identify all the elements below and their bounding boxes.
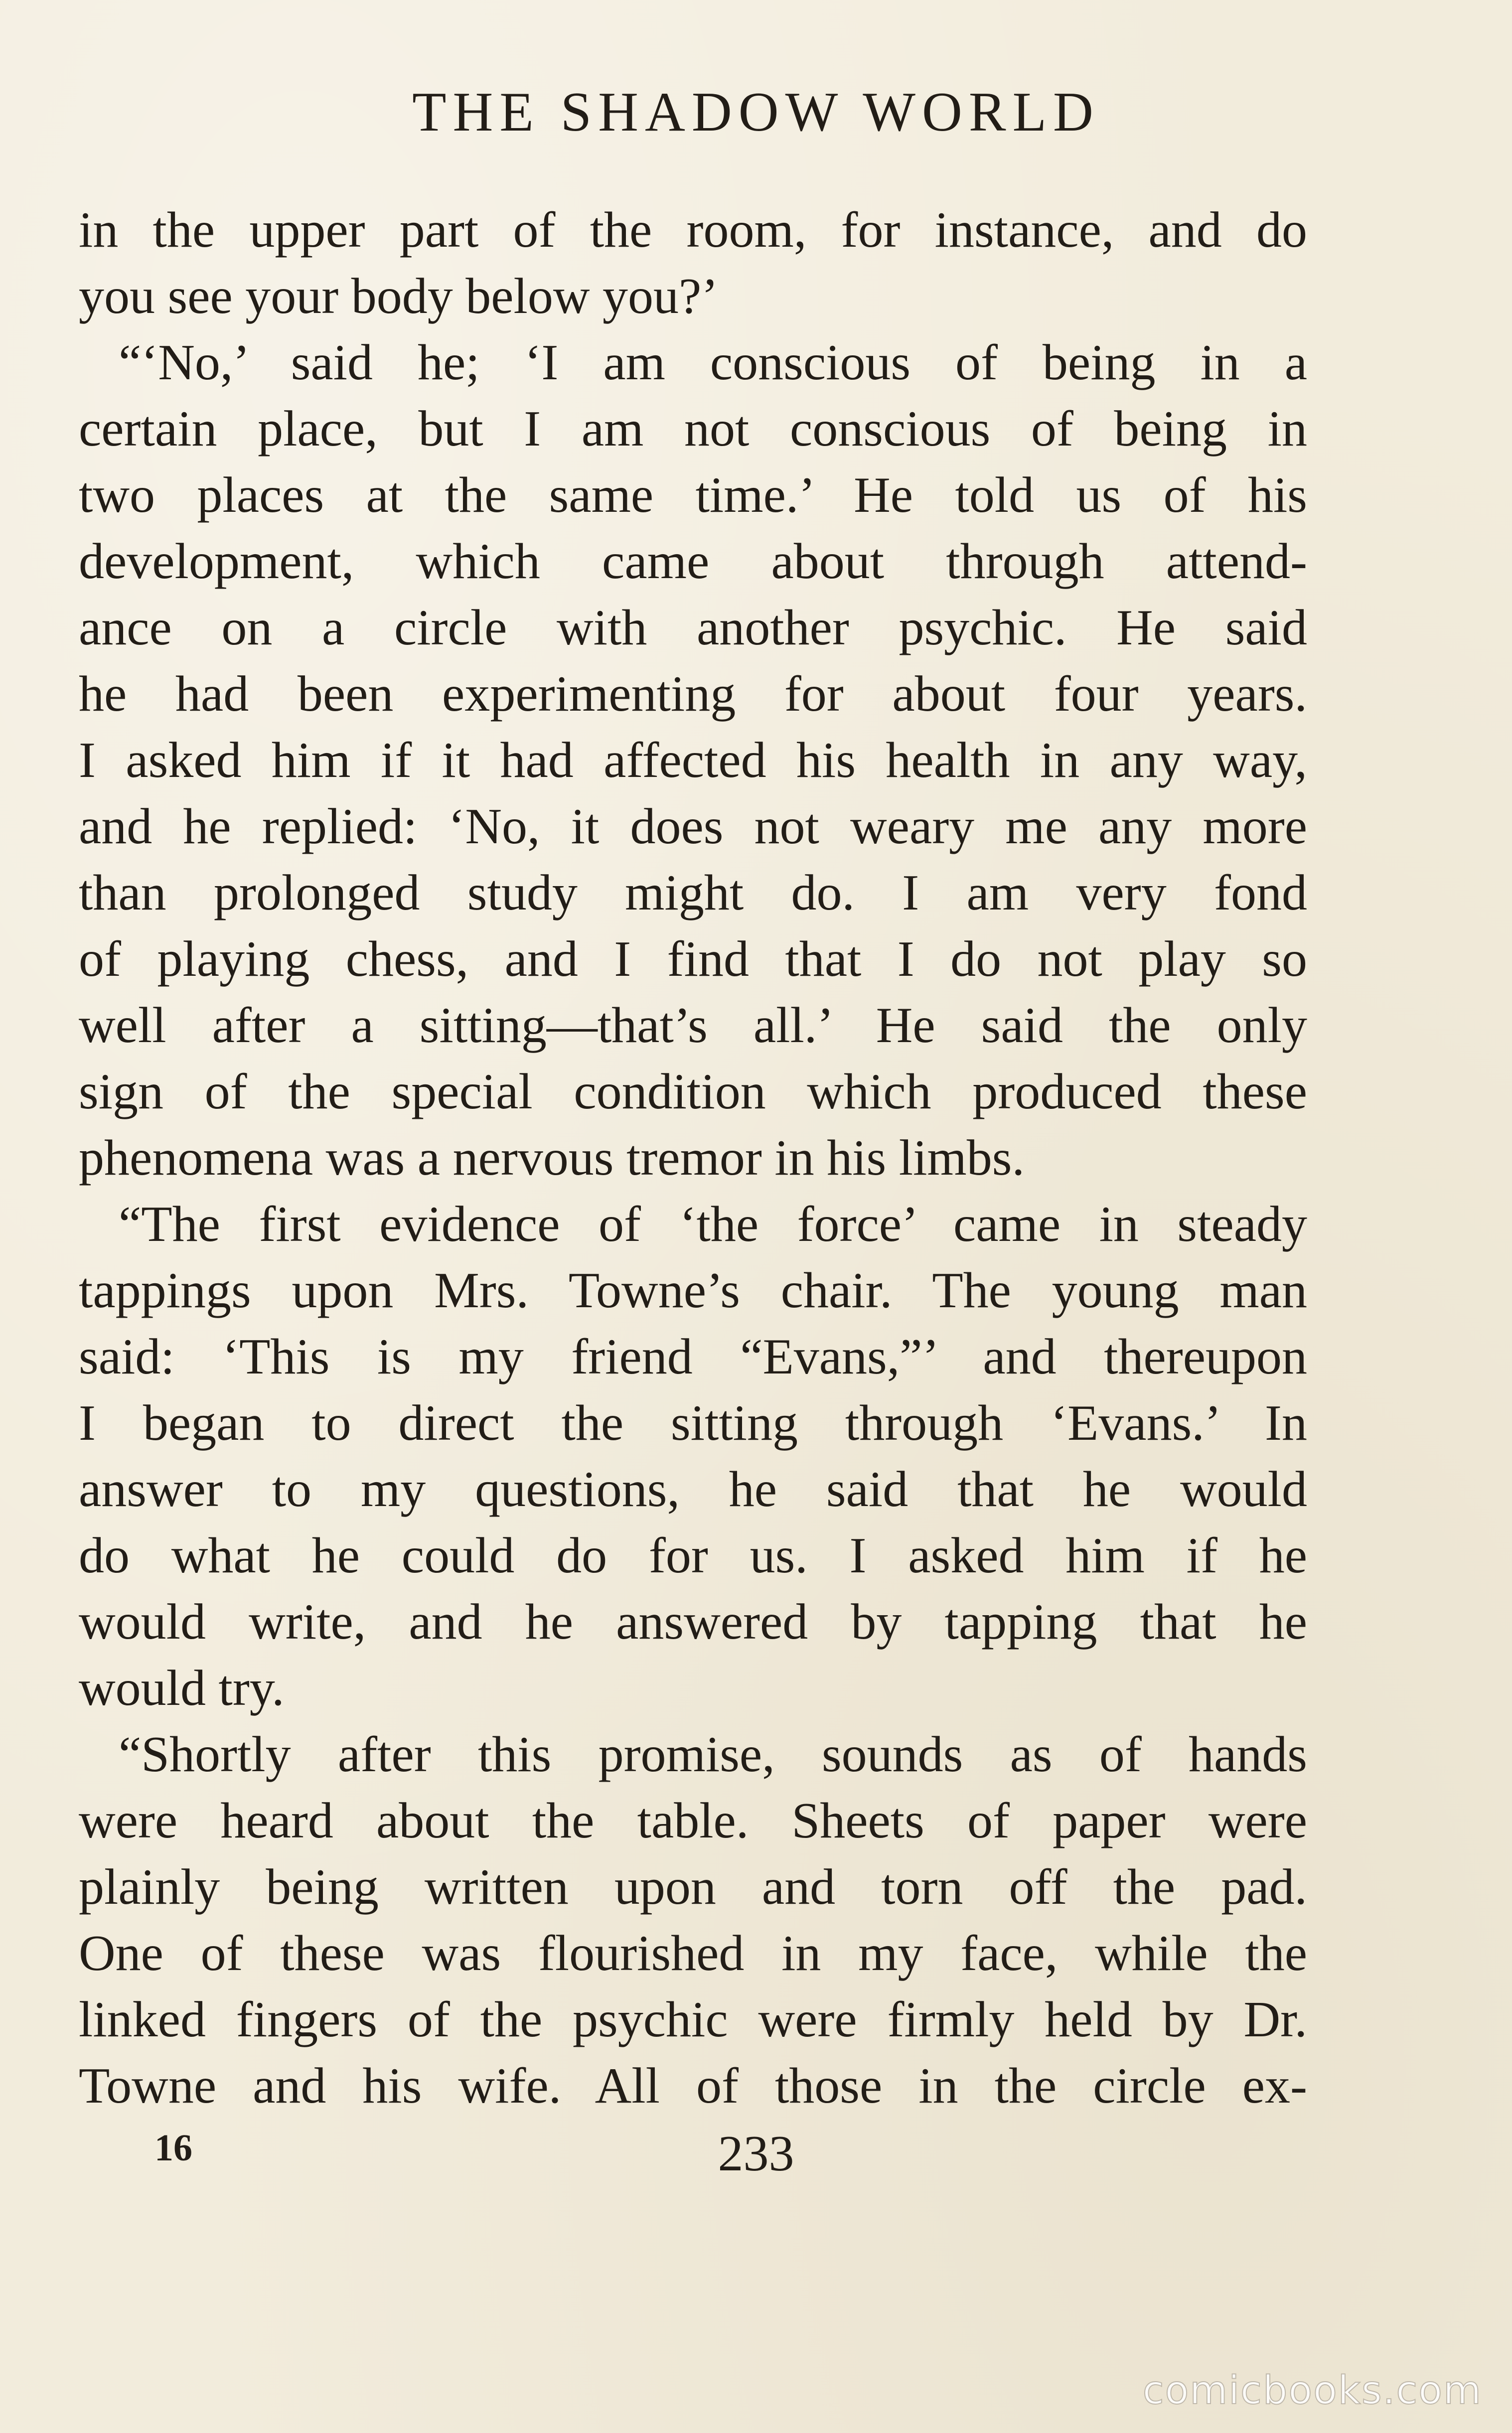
text-line: I asked him if it had affected his health in any way, (79, 732, 1307, 788)
text-line: would try. (79, 1660, 285, 1716)
text-line: “‘No,’ said he; ‘I am conscious of being in a (119, 334, 1307, 391)
text-line: ance on a circle with another psychic. He said (79, 600, 1307, 656)
text-line: you see your body below you?’ (79, 268, 719, 324)
text-line: were heard about the table. Sheets of paper were (79, 1793, 1307, 1849)
running-head: THE SHADOW WORLD (412, 81, 1100, 143)
text-line: answer to my questions, he said that he would (79, 1461, 1307, 1518)
text-line: in the upper part of the room, for instance, and do (79, 202, 1307, 258)
text-line: I began to direct the sitting through ‘Evans.’ In (79, 1395, 1307, 1451)
text-line: tappings upon Mrs. Towne’s chair. The young man (79, 1262, 1307, 1319)
text-line: said: ‘This is my friend “Evans,”’ and thereupon (79, 1329, 1307, 1385)
text-line: linked fingers of the psychic were firmly held by Dr. (79, 1991, 1307, 2048)
text-line: “The first evidence of ‘the force’ came in steady (119, 1196, 1307, 1252)
text-line: certain place, but I am not conscious of being in (79, 401, 1307, 457)
text-line: plainly being written upon and torn off the pad. (79, 1859, 1307, 1915)
body-text (79, 197, 1307, 2119)
signature-mark: 16 (154, 2127, 192, 2169)
text-line: phenomena was a nervous tremor in his limbs. (79, 1130, 1025, 1186)
text-line: development, which came about through attend- (79, 533, 1307, 590)
text-line: do what he could do for us. I asked him if he (79, 1527, 1307, 1584)
watermark: comicbooks.com (1142, 2368, 1482, 2413)
text-line: of playing chess, and I find that I do not play so (79, 931, 1307, 987)
text-line: “Shortly after this promise, sounds as of hands (119, 1726, 1307, 1783)
text-line: he had been experimenting for about four years. (79, 666, 1307, 722)
text-line: Towne and his wife. All of those in the circle ex- (79, 2058, 1307, 2114)
text-line: than prolonged study might do. I am very fond (79, 865, 1307, 921)
text-line: One of these was flourished in my face, while the (79, 1925, 1307, 1981)
page-number: 233 (718, 2126, 794, 2182)
text-line: would write, and he answered by tapping that he (79, 1594, 1307, 1650)
text-line: well after a sitting—that’s all.’ He said the only (79, 997, 1307, 1054)
text-line: two places at the same time.’ He told us of his (79, 467, 1307, 523)
text-line: sign of the special condition which produced these (79, 1064, 1307, 1120)
text-line: and he replied: ‘No, it does not weary me any more (79, 798, 1307, 855)
